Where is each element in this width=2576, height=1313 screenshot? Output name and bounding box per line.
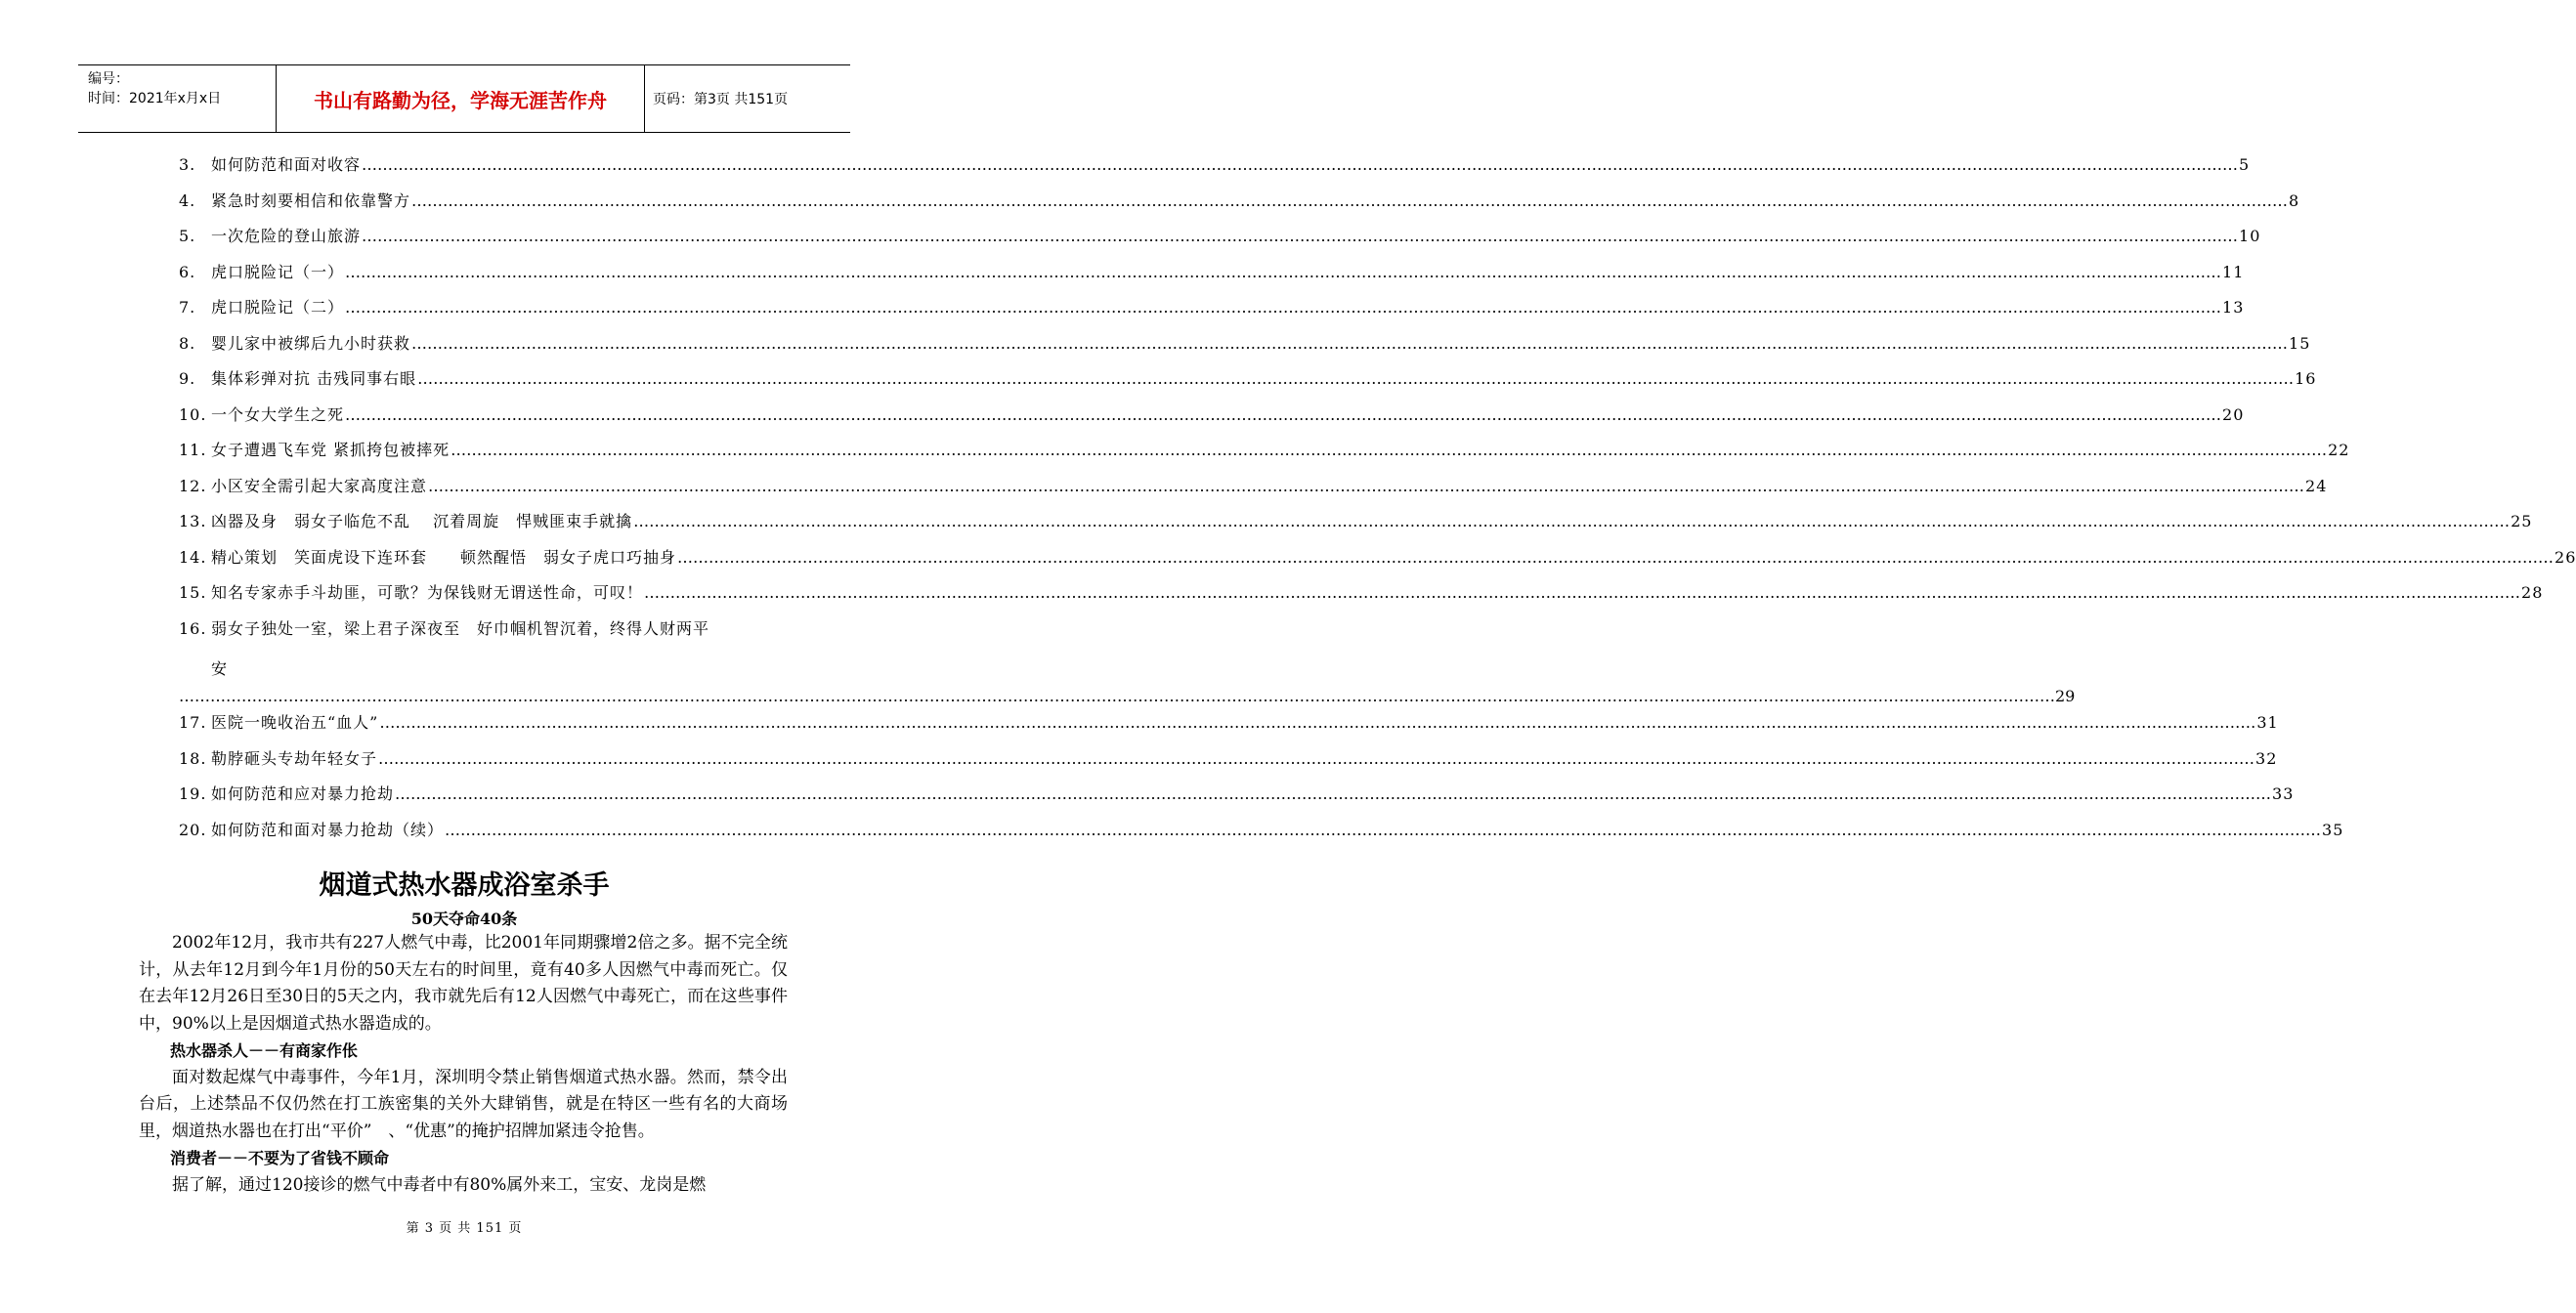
toc-entry-title: 一个女大学生之死 — [211, 404, 345, 424]
toc-entry-title-continued: 安 — [211, 659, 228, 678]
toc-entry-number: 8. — [179, 333, 196, 353]
toc-entry-title: 如何防范和应对暴力抢劫 — [211, 784, 395, 803]
toc-entry-title: 女子遭遇飞车党 紧抓挎包被摔死 — [211, 441, 451, 459]
toc-entry-number: 18. — [179, 748, 207, 768]
toc-entry-page: 24 — [2305, 476, 2328, 495]
header-page-info: 页码：第3页 共151页 — [653, 92, 789, 107]
toc-leader-dots: ……………………………………………………………………………………………………………………………………………………………………………………………………………………………………………………………………………………………………………………………… — [179, 687, 2055, 705]
toc-entry-number: 13. — [179, 512, 207, 530]
table-of-contents — [179, 152, 2576, 853]
toc-entry-number: 20. — [179, 820, 207, 839]
toc-leader-dots: ……………………………………………………………………………………………………………………………………………………………………………………………………………………………………………………………………………………………………………………………… — [345, 404, 2222, 424]
toc-entry — [179, 616, 787, 653]
page-header — [78, 64, 850, 133]
toc-entry — [179, 580, 2544, 616]
toc-entry-page: 5 — [2239, 155, 2251, 174]
toc-entry — [179, 509, 2533, 545]
toc-entry-page: 26 — [2555, 547, 2576, 567]
toc-entry-page: 32 — [2255, 748, 2278, 768]
toc-entry-number: 3. — [179, 155, 196, 174]
toc-entry — [179, 402, 2245, 439]
toc-entry-page: 31 — [2256, 713, 2279, 732]
toc-entry-title: 如何防范和面对收容 — [211, 155, 362, 174]
toc-entry — [179, 260, 2245, 296]
toc-entry-title: 集体彩弹对抗 击残同事右眼 — [211, 369, 417, 388]
toc-entry-title: 弱女子独处一室，梁上君子深夜至 好巾帼机智沉着，终得人财两平 — [211, 618, 710, 638]
toc-entry-page: 11 — [2222, 262, 2245, 281]
toc-entry — [179, 295, 2245, 331]
toc-leader-dots: ……………………………………………………………………………………………………………………………………………………………………………………………………………………………………………………………………………………………………………………………… — [379, 713, 2256, 732]
toc-leader-dots: ……………………………………………………………………………………………………………………………………………………………………………………………………………………………………………………………………………………………………………………………… — [633, 512, 2511, 530]
toc-entry-title: 知名专家赤手斗劫匪，可歌？为保钱财无谓送性命，可叹！ — [211, 583, 644, 602]
toc-entry-number: 16. — [179, 618, 207, 638]
toc-entry — [179, 474, 2328, 510]
toc-entry-title: 婴儿家中被绑后九小时获救 — [211, 333, 411, 353]
toc-leader-dots: ……………………………………………………………………………………………………………………………………………………………………………………………………………………………………………………………………………………………………………………………… — [378, 748, 2255, 768]
toc-entry-title: 凶器及身 弱女子临危不乱 沉着周旋 悍贼匪束手就擒 — [211, 512, 633, 530]
toc-entry — [179, 818, 2344, 854]
page-footer: 第 3 页 共 151 页 — [406, 1221, 523, 1236]
toc-entry-number: 15. — [179, 583, 207, 602]
toc-leader-dots: ……………………………………………………………………………………………………………………………………………………………………………………………………………………………………………………………………………………………………………………………… — [362, 155, 2239, 174]
toc-entry — [179, 331, 2311, 367]
toc-leader-dots: ……………………………………………………………………………………………………………………………………………………………………………………………………………………………………………………………………………………………………………………………… — [677, 547, 2555, 567]
toc-leader-dots: ……………………………………………………………………………………………………………………………………………………………………………………………………………………………………………………………………………………………………………………………… — [345, 298, 2222, 317]
toc-entry-page: 20 — [2222, 404, 2245, 424]
toc-entry-number: 11. — [179, 441, 207, 459]
toc-entry-number: 4. — [179, 191, 196, 210]
toc-entry-page: 8 — [2289, 191, 2300, 210]
toc-entry-leader-line — [179, 687, 2076, 710]
header-meta — [78, 65, 277, 132]
toc-entry-title: 小区安全需引起大家高度注意 — [211, 476, 428, 495]
toc-entry-page: 28 — [2521, 583, 2544, 602]
toc-leader-dots: ……………………………………………………………………………………………………………………………………………………………………………………………………………………………………………………………………………………………………………………………… — [362, 227, 2239, 245]
toc-entry-title: 虎口脱险记（一） — [211, 262, 345, 281]
toc-leader-dots: ……………………………………………………………………………………………………………………………………………………………………………………………………………………………………………………………………………………………………………………………… — [644, 583, 2521, 602]
toc-entry-page: 22 — [2328, 441, 2350, 459]
toc-entry-page: 10 — [2239, 227, 2261, 245]
toc-entry-title: 一次危险的登山旅游 — [211, 227, 362, 245]
toc-leader-dots: ……………………………………………………………………………………………………………………………………………………………………………………………………………………………………………………………………………………………………………………………… — [411, 191, 2289, 210]
toc-entry-title: 如何防范和面对暴力抢劫（续） — [211, 820, 445, 839]
toc-leader-dots: ……………………………………………………………………………………………………………………………………………………………………………………………………………………………………………………………………………………………………………………………… — [395, 784, 2272, 803]
toc-entry — [179, 224, 2261, 260]
toc-entry-page: 33 — [2272, 784, 2295, 803]
toc-entry — [179, 189, 2300, 225]
toc-entry — [179, 710, 2279, 746]
toc-leader-dots: ……………………………………………………………………………………………………………………………………………………………………………………………………………………………………………………………………………………………………………………………… — [428, 476, 2305, 495]
article-title: 烟道式热水器成浴室杀手 — [319, 870, 610, 901]
paragraph: 据了解，通过120接诊的燃气中毒者中有80%属外来工，宝安、龙岗是燃 — [172, 1174, 707, 1195]
toc-entry — [179, 545, 2576, 581]
toc-entry-page: 29 — [2055, 687, 2076, 705]
article-body — [139, 930, 788, 1199]
header-motto: 书山有路勤为径，学海无涯苦作舟 — [277, 65, 645, 132]
section-heading: 消费者－－不要为了省钱不顾命 — [170, 1149, 390, 1167]
paragraph: 2002年12月，我市共有227人燃气中毒，比2001年同期骤增2倍之多。据不完全统计，从去年12月到今年1月份的50天左右的时间里，竟有40多人因燃气中毒而死亡。仅在去年12月26日至30日的5天之内，我市就先后有12人因燃气中毒死亡，而在这些事件中，90%以上是因烟道式热水器造成的。 — [139, 933, 788, 1034]
toc-entry-number: 17. — [179, 713, 207, 732]
toc-entry-page: 13 — [2222, 298, 2245, 317]
toc-entry-page: 25 — [2511, 512, 2533, 530]
toc-entry-number: 5. — [179, 227, 196, 245]
section-heading: 热水器杀人－－有商家作伥 — [170, 1041, 359, 1060]
toc-leader-dots: ……………………………………………………………………………………………………………………………………………………………………………………………………………………………………………………………………………………………………………………………… — [445, 820, 2322, 839]
toc-entry-number: 14. — [179, 547, 207, 567]
toc-entry-number: 10. — [179, 404, 207, 424]
toc-entry — [179, 438, 2350, 474]
toc-leader-dots: ……………………………………………………………………………………………………………………………………………………………………………………………………………………………………………………………………………………………………………………………… — [451, 441, 2328, 459]
toc-entry-title: 医院一晚收治五“血人” — [211, 713, 379, 732]
date-label: 时间：2021年x月x日 — [88, 91, 222, 106]
toc-entry — [179, 366, 2317, 402]
toc-entry-page: 35 — [2322, 820, 2344, 839]
toc-leader-dots: ……………………………………………………………………………………………………………………………………………………………………………………………………………………………………………………………………………………………………………………………… — [417, 369, 2295, 388]
toc-leader-dots: ……………………………………………………………………………………………………………………………………………………………………………………………………………………………………………………………………………………………………………………………… — [411, 333, 2289, 353]
toc-entry-title: 勒脖砸头专劫年轻女子 — [211, 748, 378, 768]
toc-entry-title: 紧急时刻要相信和依靠警方 — [211, 191, 411, 210]
toc-leader-dots: ……………………………………………………………………………………………………………………………………………………………………………………………………………………………………………………………………………………………………………………………… — [345, 262, 2222, 281]
toc-entry-page: 15 — [2289, 333, 2311, 353]
article-subtitle: 50天夺命40条 — [410, 910, 518, 928]
toc-entry-title: 虎口脱险记（二） — [211, 298, 345, 317]
toc-entry-number: 6. — [179, 262, 196, 281]
toc-entry-title: 精心策划 笑面虎设下连环套 顿然醒悟 弱女子虎口巧抽身 — [211, 547, 677, 567]
toc-entry — [179, 746, 2278, 783]
toc-entry — [179, 782, 2295, 818]
toc-entry-number: 19. — [179, 784, 207, 803]
toc-entry-page: 16 — [2295, 369, 2317, 388]
paragraph: 面对数起煤气中毒事件，今年1月，深圳明令禁止销售烟道式热水器。然而，禁令出台后，上述禁品不仅仍然在打工族密集的关外大肆销售，就是在特区一些有名的大商场里，烟道热水器也在打出“平价” 、“优惠”的掩护招牌加紧违令抢售。 — [139, 1067, 788, 1141]
toc-entry-number: 7. — [179, 298, 196, 317]
toc-entry-number: 9. — [179, 369, 196, 388]
toc-entry-number: 12. — [179, 476, 207, 495]
toc-entry — [179, 152, 2251, 189]
number-label: 编号： — [88, 71, 129, 87]
